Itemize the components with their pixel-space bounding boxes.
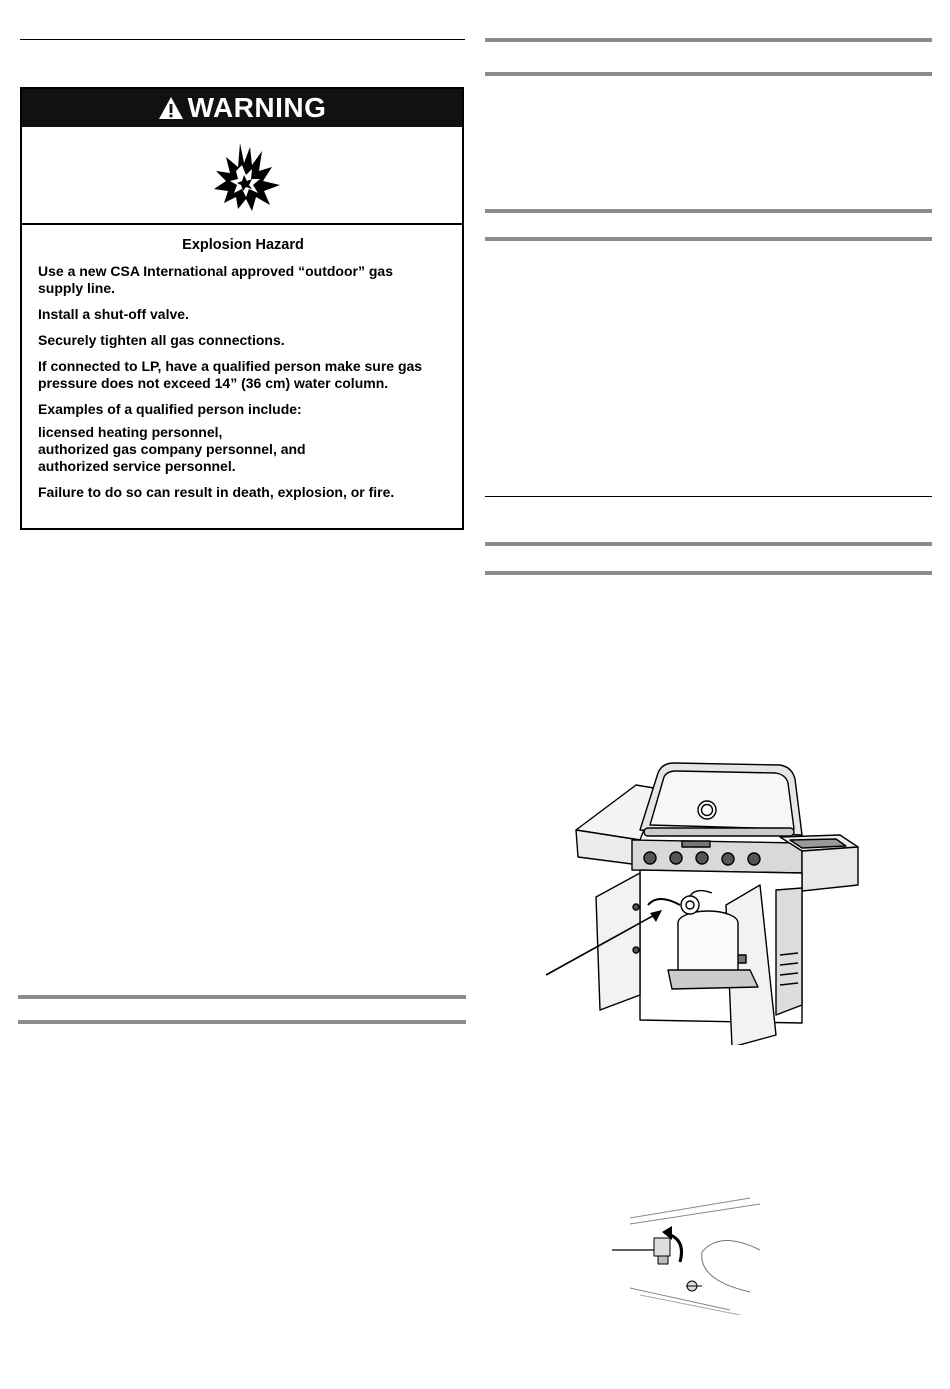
right-section-rule-1b [485, 72, 932, 76]
left-top-rule [20, 39, 465, 40]
hazard-heading: Explosion Hazard [182, 237, 304, 253]
qualified-person-item: authorized gas company personnel, and [38, 441, 306, 457]
right-section-rule-2b [485, 237, 932, 241]
left-section-rule-b [18, 1020, 466, 1024]
warning-consequence: Failure to do so can result in death, explosion, or fire. [38, 484, 395, 500]
qualified-person-item: licensed heating personnel, [38, 424, 223, 440]
warning-line: Examples of a qualified person include: [38, 401, 302, 417]
warning-line: Securely tighten all gas connections. [38, 332, 285, 348]
warning-line: Use a new CSA International approved “outdoor” gas supply line. [38, 263, 393, 296]
right-section-rule-4a [485, 542, 932, 546]
explosion-icon [210, 141, 282, 213]
warning-triangle-icon [158, 96, 184, 120]
right-section-rule-2a [485, 209, 932, 213]
grill-with-lp-tank-illustration [540, 755, 870, 1045]
left-section-rule-a [18, 995, 466, 999]
warning-line: Install a shut-off valve. [38, 306, 189, 322]
hazard-symbol-panel [22, 127, 462, 225]
warning-body [38, 237, 448, 510]
warning-line: If connected to LP, have a qualified person make sure gas pressure does not exceed 14” (36 cm) water column. [38, 358, 423, 391]
warning-title: WARNING [187, 92, 327, 123]
right-section-rule-3 [485, 496, 932, 497]
regulator-detail-illustration [610, 1190, 770, 1315]
right-section-rule-1a [485, 38, 932, 42]
warning-header [22, 89, 462, 127]
warning-box [20, 87, 464, 530]
right-section-rule-4b [485, 571, 932, 575]
qualified-person-item: authorized service personnel. [38, 458, 236, 474]
